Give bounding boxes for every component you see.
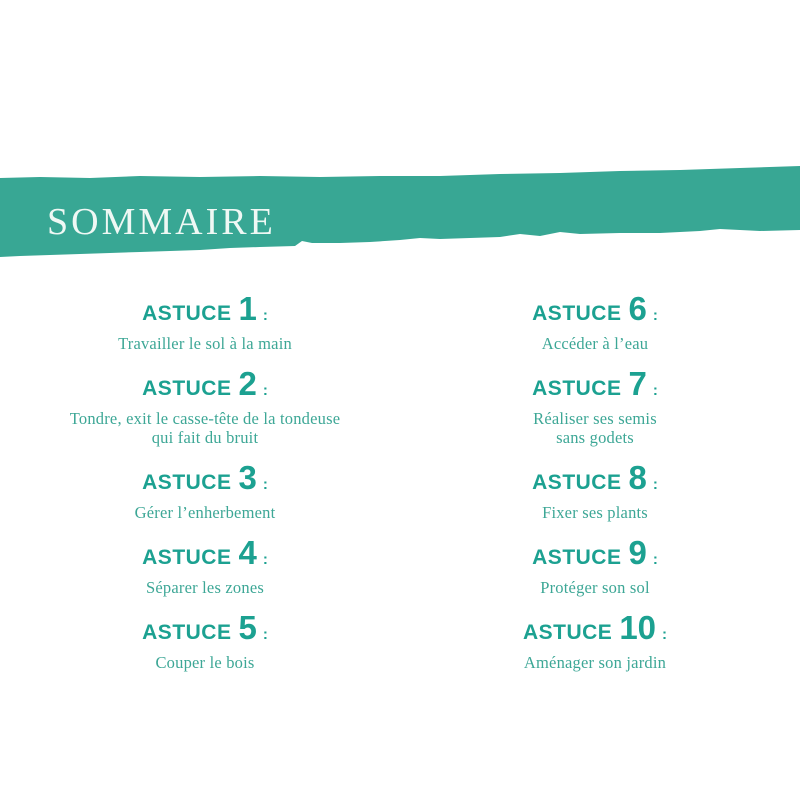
toc-item	[25, 367, 385, 447]
toc-item-title	[25, 334, 385, 353]
toc-item-heading	[25, 367, 385, 407]
toc-item-title	[415, 578, 775, 597]
toc-item-heading	[415, 292, 775, 332]
toc-item-title	[25, 503, 385, 522]
toc-column-left	[25, 292, 385, 686]
toc-item-label: ASTUCE	[532, 546, 622, 569]
toc-item-number: 1	[238, 290, 257, 327]
toc-item-label: ASTUCE	[522, 621, 613, 644]
toc-item-colon: :	[262, 382, 268, 399]
toc-item-heading	[415, 536, 775, 576]
toc-item	[415, 461, 775, 522]
toc-item-label: ASTUCE	[532, 302, 622, 325]
toc-item	[25, 536, 385, 597]
toc-item-title-line: Tondre, exit le casse-tête de la tondeuse	[69, 409, 341, 428]
toc-item-label: ASTUCE	[142, 471, 232, 494]
page-title: SOMMAIRE	[47, 201, 276, 243]
toc-item	[25, 292, 385, 353]
toc-item-number: 6	[628, 290, 647, 327]
toc-item-title-line: sans godets	[556, 428, 634, 447]
toc-item-title-line: Protéger son sol	[540, 578, 650, 597]
toc-item-heading	[415, 611, 775, 651]
toc-item-number: 9	[628, 534, 647, 571]
toc-item-number: 2	[238, 365, 257, 402]
toc-item	[415, 292, 775, 353]
toc-item-colon: :	[262, 626, 268, 643]
toc-item-heading	[25, 536, 385, 576]
toc-item-label: ASTUCE	[142, 546, 232, 569]
toc-item-number: 8	[628, 459, 647, 496]
toc-item-colon: :	[262, 551, 268, 568]
toc-item-label: ASTUCE	[532, 377, 622, 400]
toc-item-label: ASTUCE	[142, 621, 232, 644]
toc-item-title-line: Couper le bois	[155, 653, 255, 672]
toc-item-title-line: Séparer les zones	[146, 578, 264, 597]
toc-item-heading	[415, 367, 775, 407]
toc-item-colon: :	[652, 382, 658, 399]
toc-item-title	[25, 653, 385, 672]
toc-item-title	[25, 578, 385, 597]
toc-item-title-line: Travailler le sol à la main	[118, 334, 292, 353]
toc-item-title-line: Fixer ses plants	[542, 503, 648, 522]
toc-item-number: 10	[619, 609, 657, 646]
toc-item-title-line: qui fait du bruit	[151, 428, 259, 447]
toc-item-number: 5	[238, 609, 257, 646]
toc-item-title-line: Réaliser ses semis	[533, 409, 657, 428]
toc-item	[415, 536, 775, 597]
toc-item-title	[415, 503, 775, 522]
toc-item	[25, 611, 385, 672]
toc-item-number: 4	[238, 534, 257, 571]
toc-item-heading	[25, 611, 385, 651]
toc-item-label: ASTUCE	[532, 471, 622, 494]
toc-item-colon: :	[652, 307, 658, 324]
toc-item-number: 3	[238, 459, 257, 496]
toc-item-label: ASTUCE	[142, 377, 232, 400]
toc-item-title-line: Gérer l’enherbement	[134, 503, 276, 522]
toc-item-title	[415, 334, 775, 353]
toc-item	[415, 611, 775, 672]
toc-item-heading	[25, 292, 385, 332]
toc-item-colon: :	[652, 551, 658, 568]
toc-item-title-line: Accéder à l’eau	[541, 334, 649, 353]
toc-item-title-line: Aménager son jardin	[523, 653, 667, 672]
toc-item-heading	[415, 461, 775, 501]
toc-item-title	[415, 653, 775, 672]
toc-item-colon: :	[652, 476, 658, 493]
toc-item	[415, 367, 775, 447]
toc-item-number: 7	[628, 365, 647, 402]
toc-item-label: ASTUCE	[142, 302, 232, 325]
toc-item-heading	[25, 461, 385, 501]
toc-item	[25, 461, 385, 522]
toc-item-colon: :	[662, 626, 668, 643]
toc-item-colon: :	[262, 476, 268, 493]
toc-column-right	[415, 292, 775, 686]
toc-item-colon: :	[262, 307, 268, 324]
toc-item-title	[25, 409, 385, 447]
toc-item-title	[415, 409, 775, 447]
